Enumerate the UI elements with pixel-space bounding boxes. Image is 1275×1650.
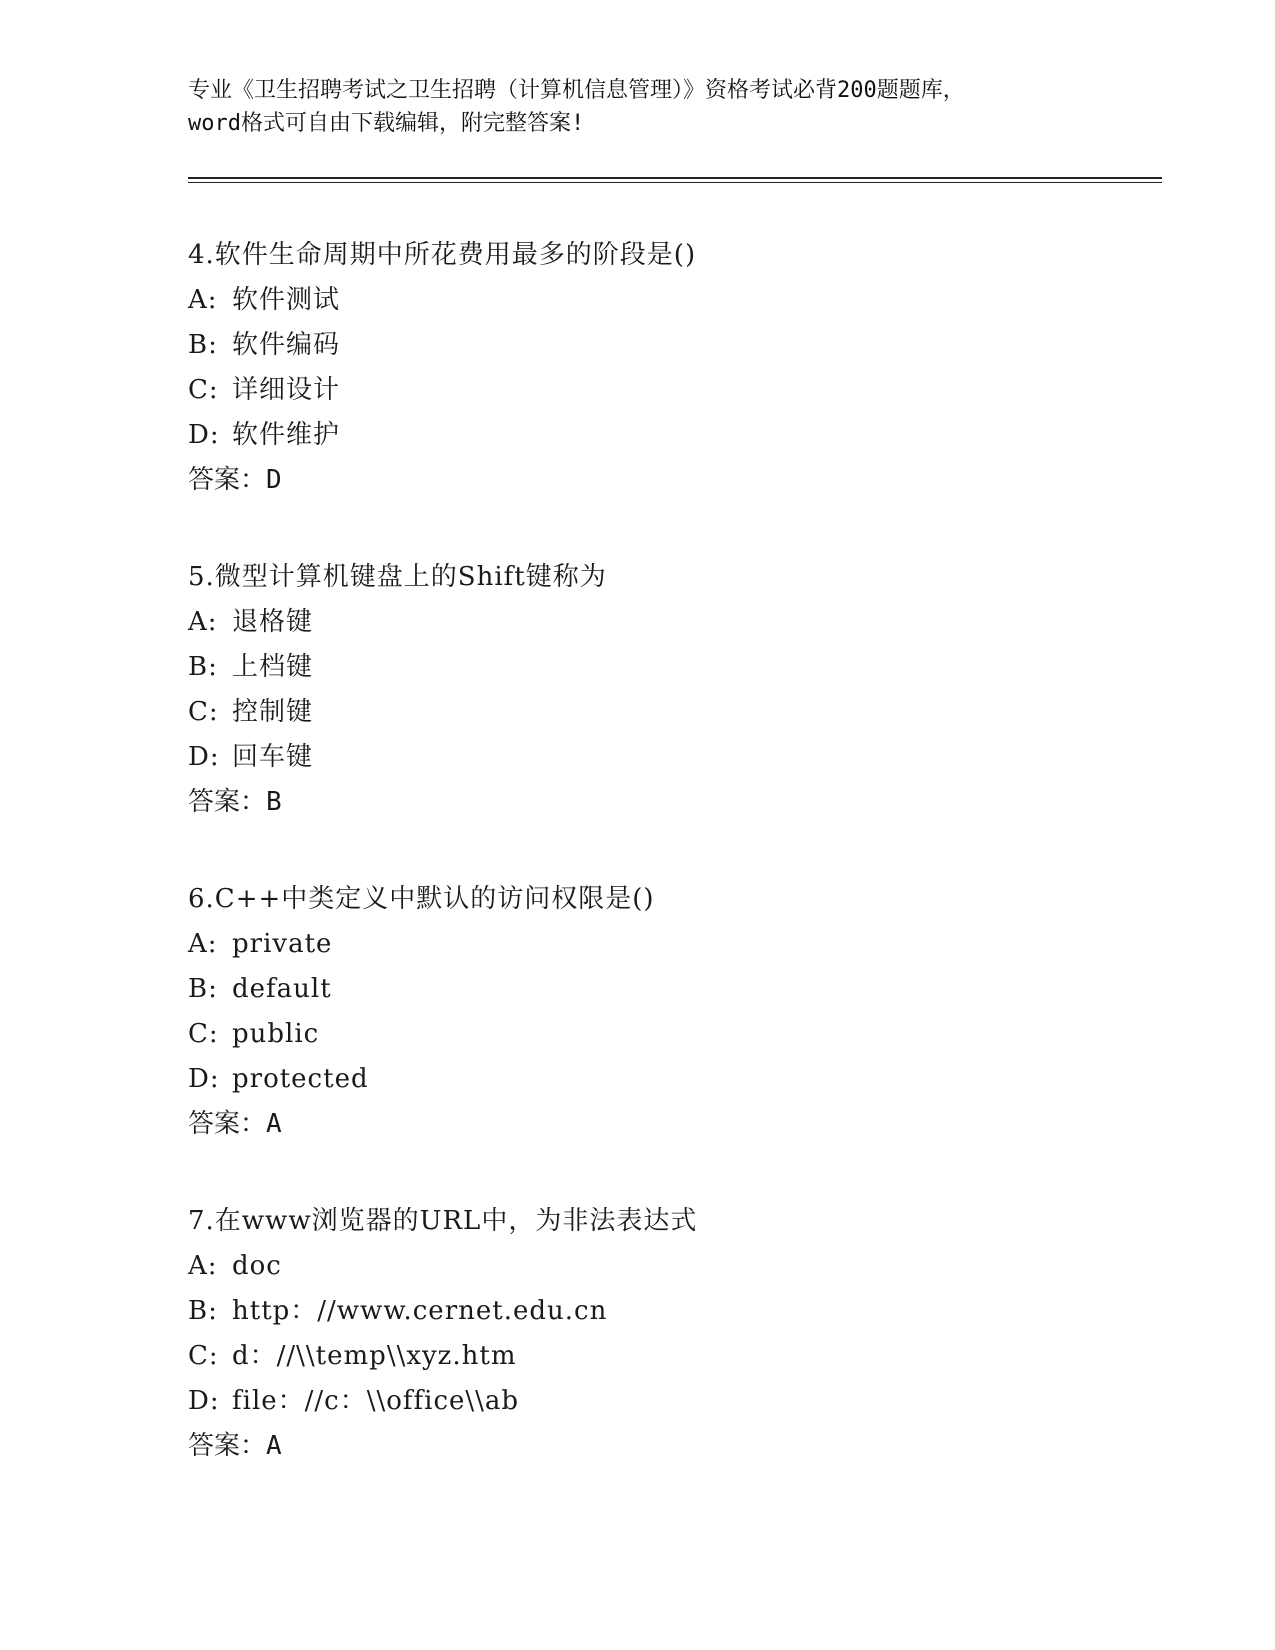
option-value: private (232, 929, 333, 959)
option-key: D: (188, 1386, 220, 1416)
option-value: 软件测试 (232, 285, 341, 315)
option-value: 控制键 (232, 697, 314, 727)
header-line-2: word格式可自由下载编辑，附完整答案! (188, 111, 585, 136)
option-c (188, 1334, 1138, 1379)
option-key: B: (188, 652, 218, 682)
option-value: 退格键 (232, 607, 314, 637)
question-text: 7.在www浏览器的URL中，为非法表达式 (188, 1206, 698, 1236)
option-value: protected (232, 1064, 369, 1094)
option-key: B: (188, 330, 218, 360)
option-key: B: (188, 974, 218, 1004)
option-value: 上档键 (232, 652, 314, 682)
option-value: 详细设计 (232, 375, 341, 405)
document-header (188, 74, 1088, 140)
option-key: C: (188, 697, 219, 727)
option-a (188, 600, 1138, 645)
option-key: A: (188, 1251, 218, 1281)
question-text: 6.C++中类定义中默认的访问权限是() (188, 884, 655, 914)
option-key: C: (188, 1341, 219, 1371)
option-b (188, 1289, 1138, 1334)
option-value: doc (232, 1251, 282, 1281)
question-text: 4.软件生命周期中所花费用最多的阶段是() (188, 240, 697, 270)
option-b (188, 967, 1138, 1012)
answer-line: 答案：D (188, 465, 282, 495)
answer-line: 答案：B (188, 787, 282, 817)
option-key: A: (188, 285, 218, 315)
header-line-1: 专业《卫生招聘考试之卫生招聘（计算机信息管理）》资格考试必背200题题库， (188, 78, 965, 103)
option-key: C: (188, 375, 219, 405)
header-divider-thick (188, 177, 1162, 179)
question-block (188, 877, 1138, 1147)
option-value: 回车键 (232, 742, 314, 772)
option-key: A: (188, 929, 218, 959)
option-value: public (232, 1019, 320, 1049)
option-key: D: (188, 1064, 220, 1094)
option-d (188, 1379, 1138, 1424)
question-block (188, 555, 1138, 825)
option-a (188, 1244, 1138, 1289)
option-value: file：//c：\\office\\ab (232, 1386, 520, 1416)
option-a (188, 278, 1138, 323)
option-key: C: (188, 1019, 219, 1049)
option-c (188, 1012, 1138, 1057)
option-key: D: (188, 420, 220, 450)
option-key: B: (188, 1296, 218, 1326)
option-c (188, 690, 1138, 735)
option-value: default (232, 974, 332, 1004)
option-b (188, 645, 1138, 690)
option-d (188, 1057, 1138, 1102)
question-text: 5.微型计算机键盘上的Shift键称为 (188, 562, 607, 592)
question-block (188, 233, 1138, 503)
option-c (188, 368, 1138, 413)
option-d (188, 413, 1138, 458)
question-block (188, 1199, 1138, 1469)
answer-line: 答案：A (188, 1431, 282, 1461)
option-value: 软件维护 (232, 420, 341, 450)
option-b (188, 323, 1138, 368)
option-value: d：//\\temp\\xyz.htm (232, 1341, 517, 1371)
answer-line: 答案：A (188, 1109, 282, 1139)
option-key: A: (188, 607, 218, 637)
option-value: 软件编码 (232, 330, 341, 360)
option-key: D: (188, 742, 220, 772)
option-d (188, 735, 1138, 780)
header-divider-thin (188, 182, 1162, 183)
option-a (188, 922, 1138, 967)
option-value: http：//www.cernet.edu.cn (232, 1296, 608, 1326)
